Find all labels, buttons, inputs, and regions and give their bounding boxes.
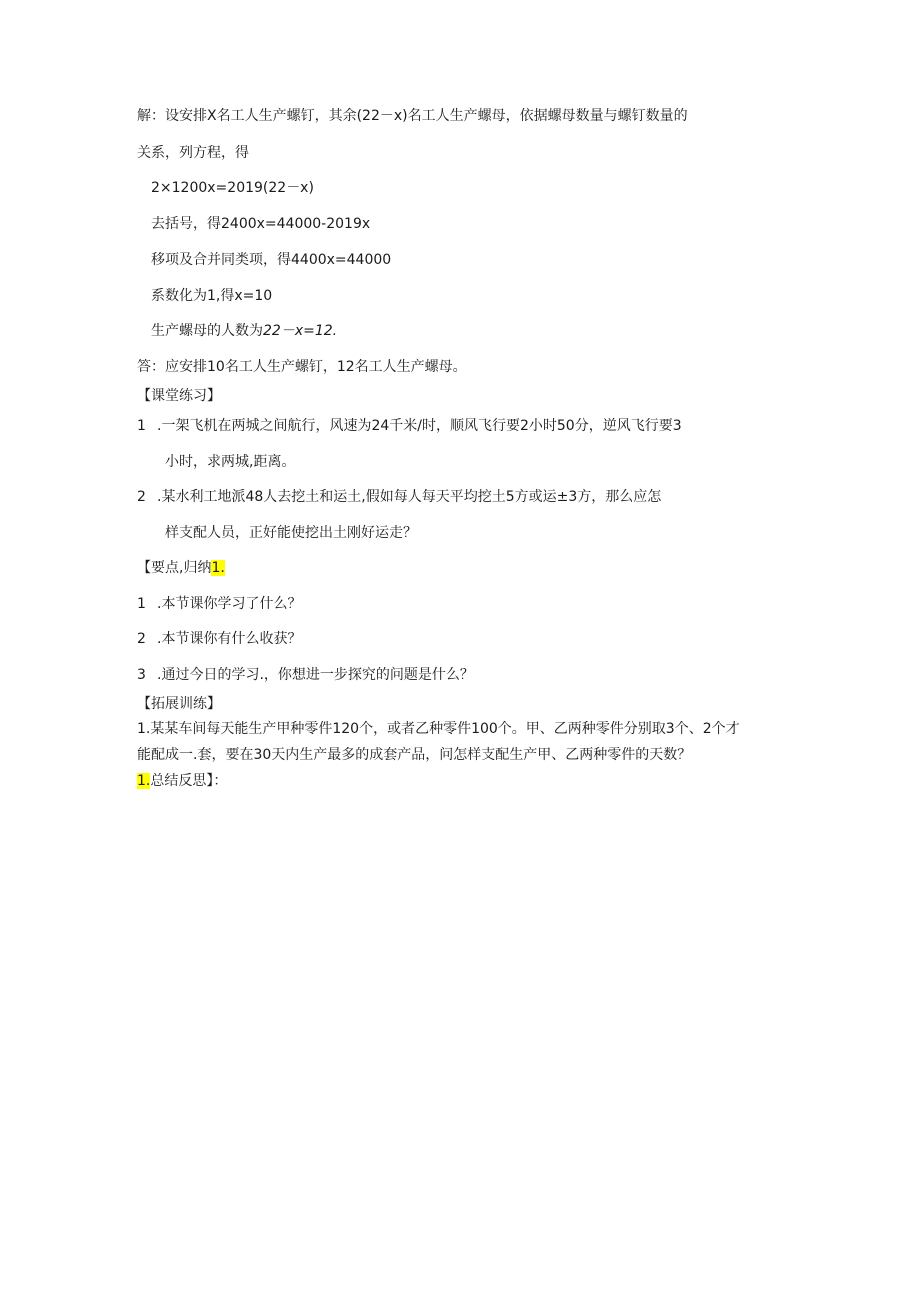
question-text: .一架飞机在两城之间航行，风速为24千米/时，顺风飞行要2小时50分，逆风飞行要3 bbox=[157, 418, 682, 434]
summary-heading bbox=[137, 558, 225, 578]
item-text: .本节课你学习了什么？ bbox=[157, 596, 302, 612]
item-text: .本节课你有什么收获？ bbox=[157, 631, 302, 647]
equation: 2×1200x=2019(22－x) bbox=[151, 180, 314, 196]
practice-heading: 【课堂练习】 bbox=[137, 388, 221, 404]
reflection-heading bbox=[137, 771, 227, 791]
practice-question-1 bbox=[137, 416, 682, 436]
extension-heading: 【拓展训练】 bbox=[137, 696, 221, 712]
step-combine-terms: 移项及合并同类项，得4400x=44000 bbox=[151, 252, 392, 268]
highlighted-number: 1. bbox=[137, 773, 151, 789]
item-number: 2 bbox=[137, 631, 146, 647]
summary-item-1 bbox=[137, 594, 301, 614]
solution-line-2: 关系，列方程，得 bbox=[137, 145, 249, 161]
extension-line-2: 能配成一.套，要在30天内生产最多的成套产品，问怎样支配生产甲、乙两种零件的天数？ bbox=[137, 747, 692, 763]
highlighted-number: 1. bbox=[211, 560, 225, 576]
summary-item-3 bbox=[137, 665, 474, 685]
answer: 答：应安排10名工人生产螺钉，12名工人生产螺母。 bbox=[137, 359, 467, 375]
extension-line-1: 1.某某车间每天能生产甲种零件120个，或者乙种零件100个。甲、乙两种零件分别取3个、2个才 bbox=[137, 721, 740, 737]
summary-item-2 bbox=[137, 629, 301, 649]
item-number: 3 bbox=[137, 667, 146, 683]
item-text: .通过今日的学习.，你想进一步探究的问题是什么？ bbox=[157, 667, 474, 683]
question-text: .某水利工地派48人去挖土和运土,假如每人每天平均挖土5方或运±3方，那么应怎 bbox=[157, 489, 662, 505]
step-coefficient: 系数化为1,得x=10 bbox=[151, 288, 273, 304]
practice-question-1-cont: 小时，求两城,距离。 bbox=[165, 454, 296, 470]
item-number: 1 bbox=[137, 596, 146, 612]
solution-line-1: 解：设安排X名工人生产螺钉，其余(22－x)名工人生产螺母，依据螺母数量与螺钉数量的 bbox=[137, 108, 688, 124]
practice-question-2-cont: 样支配人员，正好能使挖出土刚好运走？ bbox=[165, 525, 417, 541]
step-nut-workers-label: 生产螺母的人数为 bbox=[151, 323, 263, 339]
question-number: 1 bbox=[137, 418, 146, 434]
step-remove-brackets: 去括号，得2400x=44000-2019x bbox=[151, 216, 371, 232]
practice-question-2 bbox=[137, 487, 661, 507]
step-nut-workers bbox=[151, 321, 337, 341]
step-nut-workers-expression: 22－x=12. bbox=[263, 323, 338, 339]
reflection-label: 总结反思】： bbox=[150, 773, 228, 789]
question-number: 2 bbox=[137, 489, 146, 505]
summary-heading-label: 【要点,归纳 bbox=[137, 560, 212, 576]
